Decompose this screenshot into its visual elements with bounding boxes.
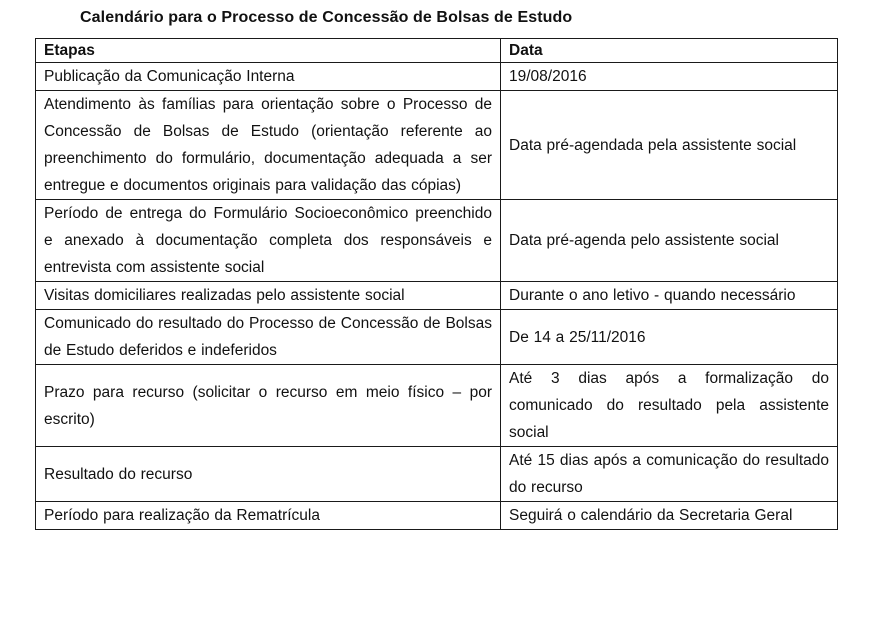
table-row (36, 63, 838, 91)
header-date: Data (501, 39, 838, 63)
stage-cell: Período de entrega do Formulário Socioeconômico preenchido e anexado à documentação completa dos responsáveis e entrevista com assistente social (36, 200, 501, 282)
date-cell: Data pré-agenda pelo assistente social (501, 200, 838, 282)
date-cell: Seguirá o calendário da Secretaria Geral (501, 502, 838, 530)
stage-cell: Visitas domiciliares realizadas pelo assistente social (36, 282, 501, 310)
table-row (36, 200, 838, 282)
stage-cell: Atendimento às famílias para orientação sobre o Processo de Concessão de Bolsas de Estudo (orientação referente ao preenchimento do formulário, documentação adequada a ser entregue e documentos originais para validação das cópias) (36, 91, 501, 200)
calendar-table (35, 38, 838, 530)
page-title: Calendário para o Processo de Concessão de Bolsas de Estudo (80, 9, 573, 26)
date-cell: Data pré-agendada pela assistente social (501, 91, 838, 200)
table-row (36, 91, 838, 200)
date-cell: Durante o ano letivo - quando necessário (501, 282, 838, 310)
table-row (36, 310, 838, 365)
stage-cell: Prazo para recurso (solicitar o recurso em meio físico – por escrito) (36, 365, 501, 447)
stage-cell: Resultado do recurso (36, 447, 501, 502)
table-row (36, 447, 838, 502)
stage-cell: Período para realização da Rematrícula (36, 502, 501, 530)
header-stage: Etapas (36, 39, 501, 63)
table-header-row (36, 39, 838, 63)
stage-cell: Comunicado do resultado do Processo de Concessão de Bolsas de Estudo deferidos e indeferidos (36, 310, 501, 365)
table-row (36, 282, 838, 310)
table-row (36, 365, 838, 447)
stage-cell: Publicação da Comunicação Interna (36, 63, 501, 91)
date-cell: 19/08/2016 (501, 63, 838, 91)
date-cell: De 14 a 25/11/2016 (501, 310, 838, 365)
date-cell: Até 15 dias após a comunicação do resultado do recurso (501, 447, 838, 502)
date-cell: Até 3 dias após a formalização do comunicado do resultado pela assistente social (501, 365, 838, 447)
table-row (36, 502, 838, 530)
